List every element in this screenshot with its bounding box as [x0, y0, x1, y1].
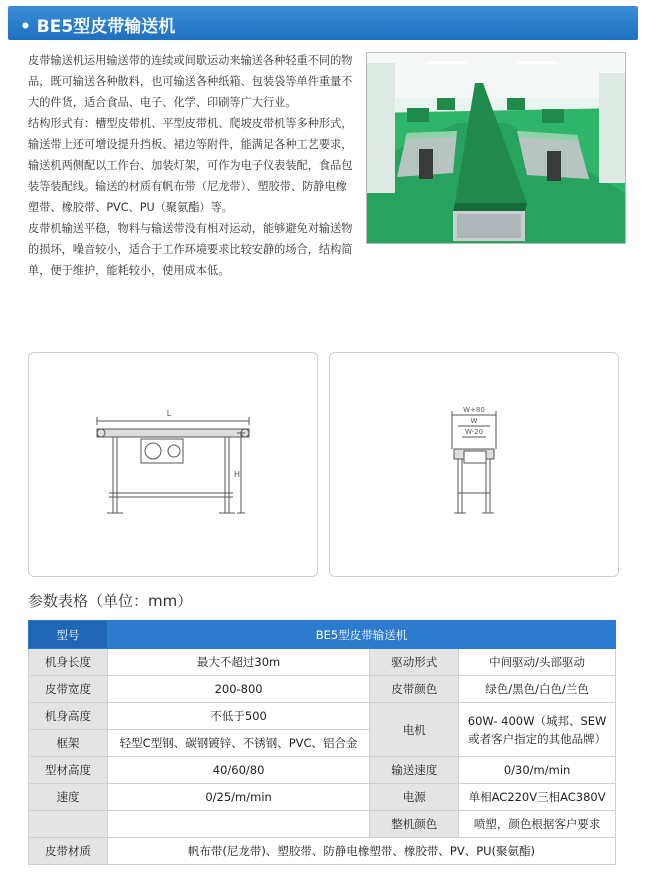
- row-label: 框架: [29, 730, 108, 757]
- conveyor-photo-illustration: [367, 53, 625, 243]
- row-value: 帆布带(尼龙带)、塑胶带、防静电橡塑带、橡胶带、PV、PU(聚氨酯): [108, 838, 616, 865]
- row-value: 200-800: [108, 676, 370, 703]
- row-label: 皮带材质: [29, 838, 108, 865]
- table-row: [29, 757, 616, 784]
- row-label: 型材高度: [29, 757, 108, 784]
- table-row: [29, 703, 616, 730]
- row-label: 机身长度: [29, 649, 108, 676]
- spec-table: [28, 620, 616, 865]
- table-row: [29, 811, 616, 838]
- width-label: W: [470, 417, 478, 425]
- row-label: [29, 811, 108, 838]
- table-row: [29, 784, 616, 811]
- intro-paragraph-3: 皮带机输送平稳，物料与输送带没有相对运动，能够避免对输送物的损坏，噪音较小，适合于工作环境要求比较安静的场合，结构简单，便于维护，能耗较小，使用成本低。: [28, 222, 353, 277]
- row-label: 机身高度: [29, 703, 108, 730]
- row-value: 绿色/黑色/白色/兰色: [459, 676, 616, 703]
- width-minus-20-label: W-20: [464, 428, 484, 436]
- row-value: 0/25/m/min: [108, 784, 370, 811]
- row-value: 40/60/80: [108, 757, 370, 784]
- row-label: 输送速度: [370, 757, 459, 784]
- row-label: 皮带宽度: [29, 676, 108, 703]
- intro-paragraph-2: 结构形式有：槽型皮带机、平型皮带机、爬坡皮带机等多种形式，输送带上还可增设提升挡板、裙边等附件，能满足各种工艺要求，输送机两侧配以工作台、加装灯架，可作为电子仪表装配，食品包装等装配线。输送的材质有帆布带（尼龙带）、塑胶带、防静电橡塑带、橡胶带、PVC、PU（聚氨酯）等。: [28, 117, 353, 214]
- row-value: 0/30/m/min: [459, 757, 616, 784]
- row-value: 轻型C型钢、碳钢镀锌、不锈钢、PVC、铝合金: [108, 730, 370, 757]
- head-model-label: 型号: [29, 621, 108, 649]
- table-row: [29, 649, 616, 676]
- side-view-drawing: [29, 353, 317, 576]
- motor-value-line-2: 或者客户指定的其他品牌）: [468, 731, 607, 746]
- motor-value-line-1: 60W- 400W（城邦、SEW: [467, 713, 607, 728]
- length-label: L: [166, 409, 172, 418]
- intro-text: [28, 50, 358, 281]
- row-value: 喷塑，颜色根据客户要求: [459, 811, 616, 838]
- table-row: [29, 676, 616, 703]
- spec-table-head: [29, 621, 616, 649]
- row-label: 驱动形式: [370, 649, 459, 676]
- head-model-value: BE5型皮带输送机: [108, 621, 616, 649]
- section-header: [8, 6, 638, 40]
- section-title-text: BE5型皮带输送机: [36, 17, 176, 37]
- row-label: 速度: [29, 784, 108, 811]
- table-row: [29, 838, 616, 865]
- params-title: 参数表格（单位：mm）: [28, 592, 193, 610]
- intro-paragraph-1: 皮带输送机运用输送带的连续或间歇运动来输送各种轻重不同的物品，既可输送各种散料，也可输送各种纸箱、包装袋等单件重量不大的件货，适合食品、电子、化学、印刷等广大行业。: [28, 54, 353, 109]
- end-view-drawing-box: [329, 352, 619, 577]
- end-view-drawing: [330, 353, 618, 576]
- row-value: 不低于500: [108, 703, 370, 730]
- row-label: 电机: [370, 703, 459, 757]
- width-plus-80-label: W+80: [463, 406, 485, 414]
- row-label: 整机颜色: [370, 811, 459, 838]
- height-label: H: [234, 470, 241, 479]
- row-value: 最大不超过30m: [108, 649, 370, 676]
- row-value: 中间驱动/头部驱动: [459, 649, 616, 676]
- row-value: [459, 703, 616, 757]
- section-title: • BE5型皮带输送机: [20, 17, 176, 37]
- row-label: 皮带颜色: [370, 676, 459, 703]
- conveyor-photo: [366, 52, 626, 244]
- side-view-drawing-box: [28, 352, 318, 577]
- row-value: 单相AC220V三相AC380V: [459, 784, 616, 811]
- row-label: 电源: [370, 784, 459, 811]
- row-value: [108, 811, 370, 838]
